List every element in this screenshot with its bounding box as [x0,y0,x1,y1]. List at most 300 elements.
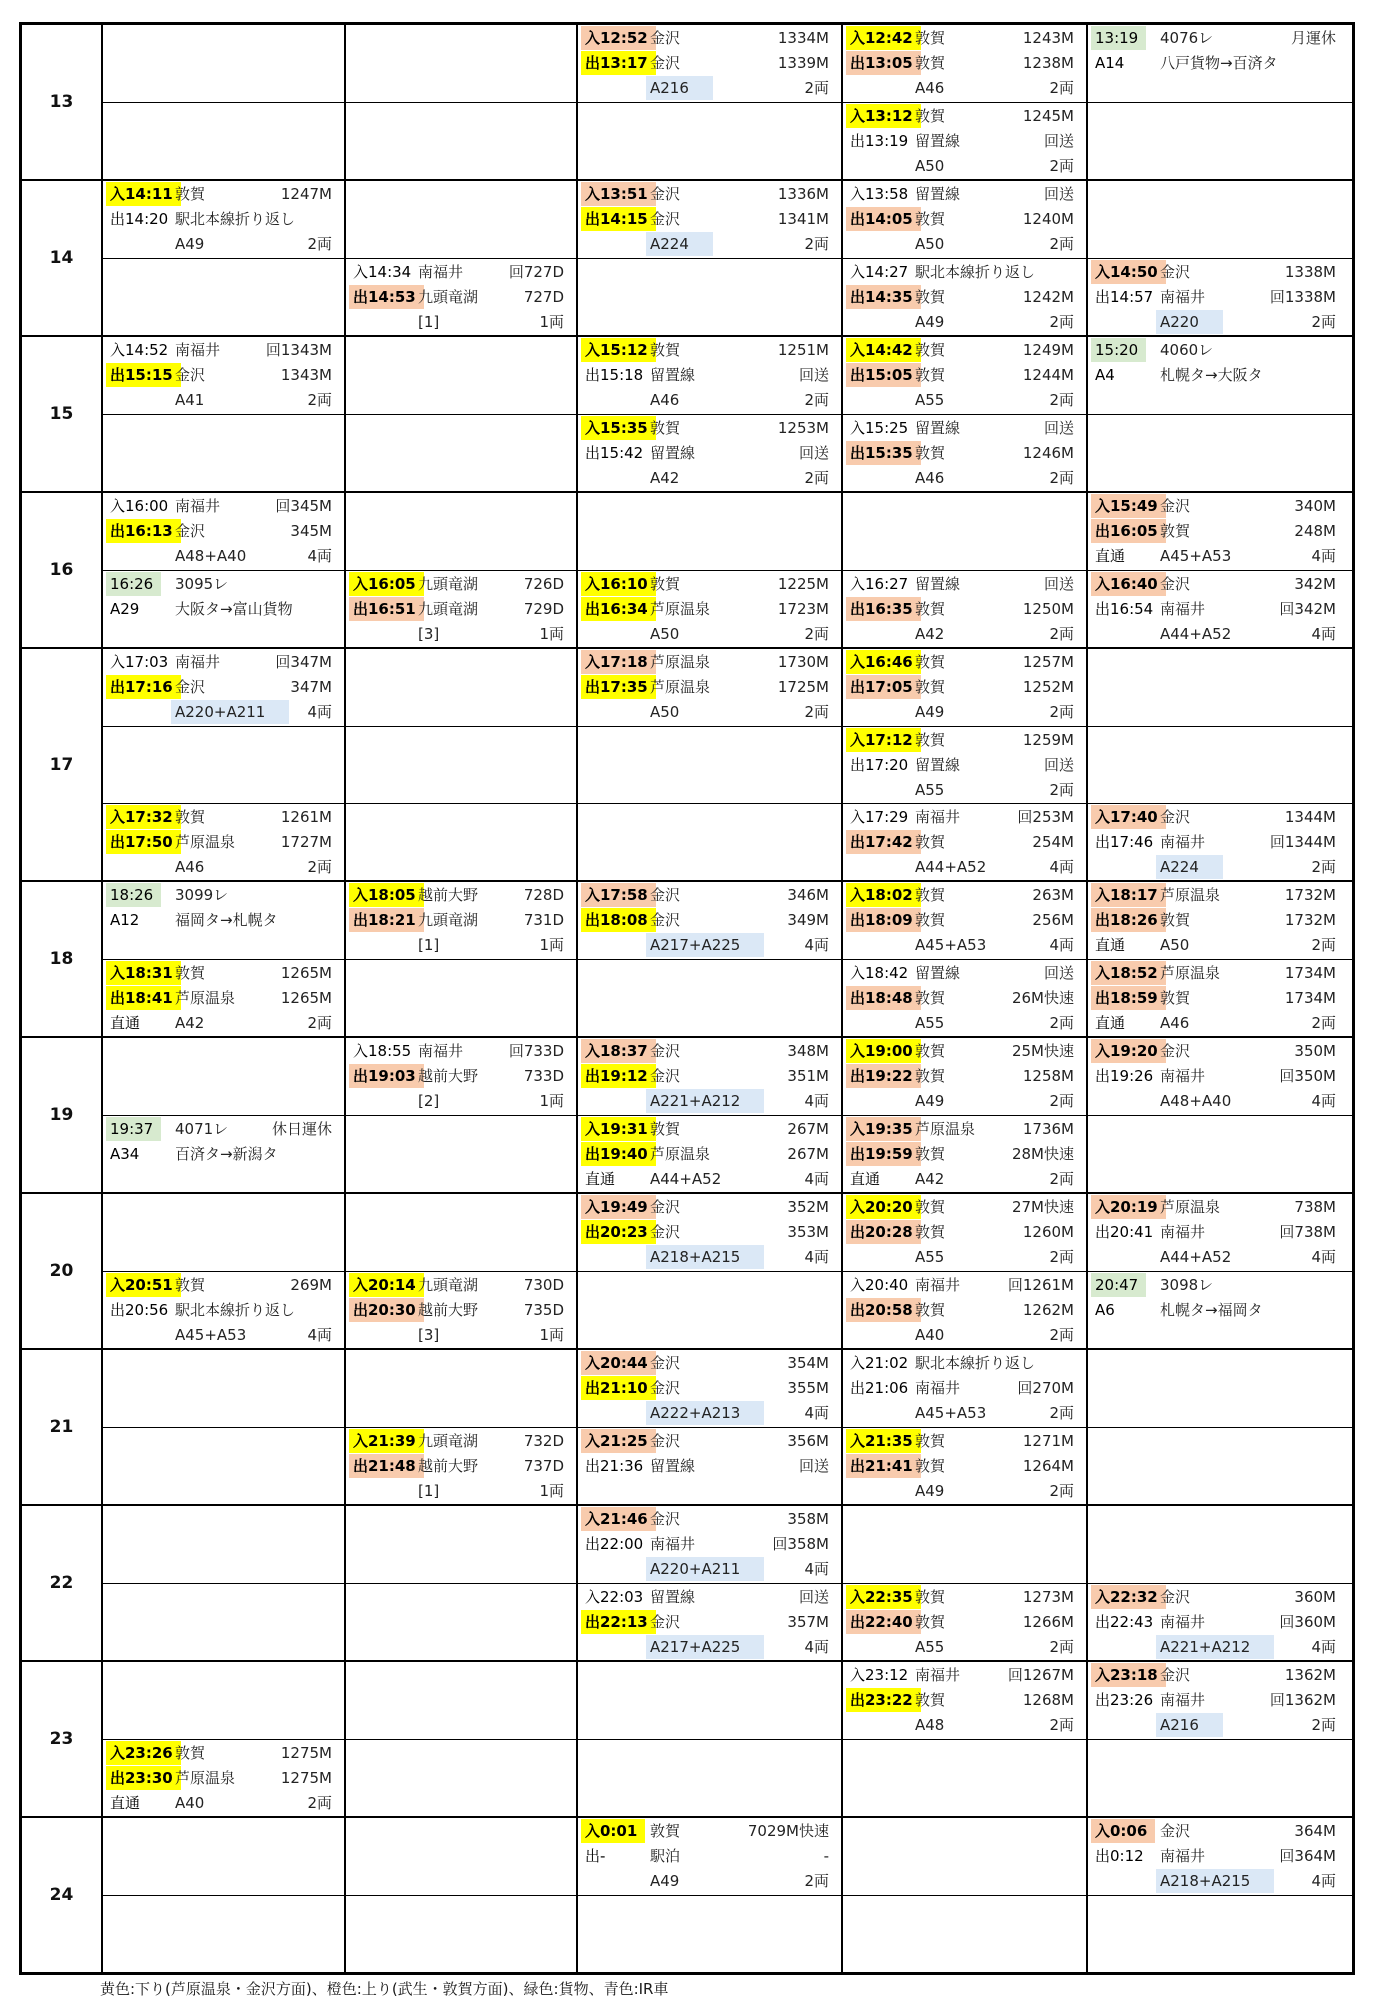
destination-text: 芦原温泉 [175,1769,236,1787]
entry-line [1088,310,1348,335]
freight-time-text: 13:19 [1091,26,1146,50]
entry-line [578,1532,841,1557]
schedule-cell-c1 [103,25,346,102]
entry-line [1088,260,1348,285]
destination-text: A217+A225 [646,933,764,957]
train-number-text: 254M [1032,833,1074,851]
movement-time-text: 入16:00 [110,497,169,515]
train-number-text: 360M [1294,1588,1336,1606]
destination-text: A44+A52 [1160,625,1232,643]
destination-text: A42 [175,1014,205,1032]
destination-text: 百済タ→新潟タ [175,1145,278,1163]
entry-line [103,597,344,622]
destination-text: A217+A225 [646,1635,764,1659]
schedule-cell-c1 [103,1272,346,1348]
entry-line [843,207,1086,232]
entry-line [843,51,1086,76]
destination-text: A44+A52 [650,1170,722,1188]
destination-text: A49 [915,1482,945,1500]
destination-text: A44+A52 [915,858,987,876]
movement-time-text: 出14:20 [110,210,169,228]
destination-text: 留置線 [650,444,696,462]
entry-line [578,416,841,441]
destination-text: A40 [915,1326,945,1344]
destination-text: 九頭竜湖 [418,1276,479,1294]
train-number-text: 364M [1294,1822,1336,1840]
hour-block-23 [22,1662,1352,1818]
timetable-subrow [103,102,1352,179]
train-number-text: 1225M [777,575,829,593]
entry-line [1088,51,1348,76]
hour-label: 22 [49,1573,74,1593]
schedule-cell-c5 [1088,1662,1348,1739]
entry-line [346,572,576,597]
schedule-cell-c3 [578,493,843,570]
hour-content [103,1038,1352,1192]
train-number-text: 738M [1294,1198,1336,1216]
movement-time-text: 入15:12 [581,338,656,362]
train-number-text: 2両 [1049,1638,1074,1656]
movement-time-text: 出23:22 [846,1688,921,1712]
destination-text: 南福井 [915,1276,961,1294]
movement-time-text: 入21:46 [581,1507,656,1531]
destination-text: 敦賀 [915,1613,946,1631]
timetable-subrow [103,337,1352,414]
entry-line [1088,622,1348,647]
movement-time-text: 出22:40 [846,1610,921,1634]
train-number-text: 1252M [1022,678,1074,696]
movement-time-text: A29 [110,600,140,618]
entry-line [578,1819,841,1844]
destination-text: [3] [418,1326,440,1344]
entry-line [843,675,1086,700]
schedule-cell-c1 [103,727,346,803]
schedule-cell-c5 [1088,337,1348,414]
train-number-text: 2両 [804,1872,829,1890]
destination-text: A50 [650,625,680,643]
train-number-text: 1725M [777,678,829,696]
entry-line [346,285,576,310]
train-number-text: 342M [1294,575,1336,593]
entry-line [843,883,1086,908]
entry-line [843,1376,1086,1401]
hour-block-17 [22,649,1352,882]
train-number-text: 4両 [804,1560,829,1578]
destination-text: [1] [418,936,440,954]
timetable-subrow [103,493,1352,570]
destination-text: 駅北本線折り返し [915,263,1036,281]
train-number-text: 4両 [1049,858,1074,876]
entry-line [578,650,841,675]
train-number-text: 2両 [1049,469,1074,487]
train-number-text: 2両 [1311,1014,1336,1032]
schedule-cell-c2 [346,804,578,880]
entry-line [103,207,344,232]
entry-line [346,1064,576,1089]
movement-time-text: 出21:41 [846,1454,921,1478]
train-number-text: 728D [523,886,564,904]
entry-line [103,1323,344,1348]
entry-line [843,753,1086,778]
destination-text: 越前大野 [418,886,479,904]
movement-time-text: 入16:46 [846,650,921,674]
train-number-text: 4両 [804,1638,829,1656]
train-number-text: 4両 [1311,1872,1336,1890]
train-number-text: 回送 [798,444,829,462]
timetable-subrow [103,726,1352,803]
destination-text: 芦原温泉 [650,1145,711,1163]
destination-text: 敦賀 [650,575,681,593]
train-number-text: 回送 [1043,419,1074,437]
movement-time-text: 入17:29 [850,808,909,826]
destination-text: 敦賀 [915,1691,946,1709]
destination-text: 札幌タ→福岡タ [1160,1301,1263,1319]
destination-text: [1] [418,313,440,331]
destination-text: A46 [1160,1014,1190,1032]
movement-time-text: 出14:15 [581,207,656,231]
hour-block-13 [22,25,1352,181]
destination-text: 九頭竜湖 [418,911,479,929]
entry-line [843,1688,1086,1713]
entry-line [578,1117,841,1142]
train-number-text: 回送 [1043,575,1074,593]
entry-line [1088,338,1348,363]
entry-line [1088,1273,1348,1298]
destination-text: 留置線 [915,419,961,437]
destination-text: 敦賀 [915,1223,946,1241]
entry-line [843,1610,1086,1635]
train-number-text: 4両 [307,1326,332,1344]
entry-line [578,675,841,700]
movement-time-text: 入14:42 [846,338,921,362]
entry-line [346,933,576,958]
movement-time-text: 出15:18 [585,366,644,384]
destination-text: 敦賀 [915,366,946,384]
destination-text: A220+A211 [171,700,289,724]
destination-text: 金沢 [650,1198,681,1216]
entry-line [1088,285,1348,310]
schedule-cell-c3 [578,1428,843,1504]
destination-text: 敦賀 [915,1067,946,1085]
destination-text: 敦賀 [915,1145,946,1163]
entry-line [103,572,344,597]
hour-label-cell [22,1662,103,1816]
train-number-text: 4両 [1049,936,1074,954]
movement-time-text: 出17:20 [850,756,909,774]
movement-time-text: 出15:05 [846,363,921,387]
destination-text: A50 [915,235,945,253]
destination-text: A46 [915,469,945,487]
train-number-text: 2両 [804,235,829,253]
train-number-text: 354M [787,1354,829,1372]
hour-content [103,337,1352,491]
destination-text: 駅北本線折り返し [175,1301,296,1319]
entry-line [103,1298,344,1323]
destination-text: A49 [915,1092,945,1110]
hour-label-cell [22,1818,103,1972]
train-number-text: 回1338M [1269,288,1336,306]
destination-text: A216 [646,76,713,100]
movement-time-text: 入22:35 [846,1585,921,1609]
destination-text: A50 [1160,936,1190,954]
schedule-cell-c1 [103,1038,346,1115]
train-number-text: 1247M [280,185,332,203]
entry-line [1088,572,1348,597]
schedule-cell-c1 [103,181,346,258]
hour-block-22 [22,1506,1352,1662]
movement-time-text: 入23:26 [106,1741,181,1765]
entry-line [346,1039,576,1064]
destination-text: 南福井 [418,1042,464,1060]
destination-text: 敦賀 [915,341,946,359]
movement-time-text: 直通 [110,1014,141,1032]
entry-line [843,933,1086,958]
train-number-text: 2両 [1049,1170,1074,1188]
destination-text: 金沢 [650,1432,681,1450]
schedule-cell-c4 [843,571,1088,647]
train-number-text: 回358M [772,1535,829,1553]
movement-time-text: 入15:35 [581,416,656,440]
destination-text: A46 [915,79,945,97]
movement-time-text: 入18:05 [349,883,424,907]
train-number-text: 356M [787,1432,829,1450]
entry-line [578,597,841,622]
movement-time-text: 直通 [585,1170,616,1188]
destination-text: A221+A212 [646,1089,764,1113]
train-number-text: 730D [523,1276,564,1294]
schedule-cell-c1 [103,1428,346,1504]
train-number-text: 729D [523,600,564,618]
schedule-cell-c3 [578,1584,843,1660]
schedule-cell-c5 [1088,804,1348,880]
destination-text: 金沢 [650,911,681,929]
train-number-text: 2両 [1049,1482,1074,1500]
hour-content [103,493,1352,647]
timetable-subrow [103,1115,1352,1192]
timetable-subrow [103,1427,1352,1504]
train-number-text: 回1343M [265,341,332,359]
entry-line [843,805,1086,830]
schedule-cell-c4 [843,960,1088,1036]
train-number-text: 1245M [1022,107,1074,125]
train-number-text: 1265M [280,989,332,1007]
schedule-cell-c2 [346,1038,578,1115]
entry-line [346,622,576,647]
movement-time-text: 入16:10 [581,572,656,596]
movement-time-text: 出21:10 [581,1376,656,1400]
movement-time-text: 直通 [110,1794,141,1812]
movement-time-text: 出- [585,1847,606,1865]
entry-line [578,700,841,725]
entry-line [843,260,1086,285]
schedule-cell-c5 [1088,25,1348,102]
movement-time-text: 出21:36 [585,1457,644,1475]
destination-text: 南福井 [915,1379,961,1397]
schedule-cell-c4 [843,1506,1088,1583]
entry-line [843,1429,1086,1454]
train-number-text: 1246M [1022,444,1074,462]
schedule-cell-c5 [1088,727,1348,803]
movement-time-text: 出16:05 [1091,519,1166,543]
schedule-cell-c3 [578,103,843,179]
movement-time-text: 入21:35 [846,1429,921,1453]
movement-time-text: 出19:59 [846,1142,921,1166]
destination-text: 芦原温泉 [175,833,236,851]
hour-block-18 [22,882,1352,1038]
destination-text: 大阪タ→富山貨物 [175,600,293,618]
hour-block-21 [22,1350,1352,1506]
destination-text: 南福井 [1160,1067,1206,1085]
destination-text: 金沢 [650,185,681,203]
movement-time-text: 入22:03 [585,1588,644,1606]
movement-time-text: 入19:31 [581,1117,656,1141]
movement-time-text: 出18:59 [1091,986,1166,1010]
entry-line [346,1429,576,1454]
movement-time-text: 出19:12 [581,1064,656,1088]
train-number-text: 1732M [1284,911,1336,929]
destination-text: 敦賀 [915,288,946,306]
destination-text: 南福井 [1160,1613,1206,1631]
schedule-cell-c2 [346,25,578,102]
schedule-cell-c5 [1088,1116,1348,1192]
entry-line [346,1454,576,1479]
hour-label: 18 [49,949,74,969]
destination-text: 敦賀 [915,1432,946,1450]
movement-time-text: 入12:52 [581,26,656,50]
movement-time-text: 入14:52 [110,341,169,359]
destination-text: 敦賀 [175,1276,206,1294]
destination-text: 南福井 [1160,600,1206,618]
entry-line [843,26,1086,51]
train-number-text: 2両 [804,391,829,409]
schedule-cell-c4 [843,1194,1088,1271]
destination-text: 芦原温泉 [650,600,711,618]
train-number-text: - [823,1847,829,1865]
destination-text: A222+A213 [646,1401,764,1425]
entry-line [103,1117,344,1142]
destination-text: 4071レ [175,1120,229,1138]
entry-line [843,1039,1086,1064]
schedule-cell-c2 [346,1584,578,1660]
timetable-subrow [103,1271,1352,1348]
entry-line [578,933,841,958]
train-number-text: 1736M [1022,1120,1074,1138]
destination-text: 留置線 [650,366,696,384]
train-number-text: 4両 [804,1092,829,1110]
destination-text: A55 [915,781,945,799]
train-number-text: 2両 [1049,703,1074,721]
destination-text: 芦原温泉 [915,1120,976,1138]
movement-time-text: 出22:00 [585,1535,644,1553]
destination-text: 南福井 [418,263,464,281]
destination-text: A44+A52 [1160,1248,1232,1266]
destination-text: 南福井 [650,1535,696,1553]
train-number-text: 267M [787,1145,829,1163]
schedule-cell-c1 [103,1584,346,1660]
schedule-cell-c4 [843,1116,1088,1192]
schedule-cell-c1 [103,415,346,491]
timetable-subrow [103,959,1352,1036]
schedule-cell-c1 [103,1506,346,1583]
timetable-subrow [103,1506,1352,1583]
train-number-text: 回送 [1043,185,1074,203]
entry-line [1088,26,1348,51]
entry-line [843,1117,1086,1142]
destination-text: 留置線 [915,575,961,593]
schedule-cell-c5 [1088,571,1348,647]
train-number-text: 2両 [1049,157,1074,175]
movement-time-text: 出15:42 [585,444,644,462]
destination-text: A45+A53 [175,1326,247,1344]
entry-line [578,572,841,597]
train-number-text: 回347M [275,653,332,671]
destination-text: 南福井 [1160,833,1206,851]
hour-content [103,882,1352,1036]
movement-time-text: 直通 [850,1170,881,1188]
schedule-cell-c4 [843,1428,1088,1504]
destination-text: 駅泊 [650,1847,681,1865]
movement-time-text: 出18:26 [1091,908,1166,932]
schedule-cell-c3 [578,649,843,726]
train-number-text: 1242M [1022,288,1074,306]
entry-line [578,1429,841,1454]
train-number-text: 回1261M [1007,1276,1074,1294]
timetable-subrow [103,181,1352,258]
movement-time-text: 出18:21 [349,908,424,932]
destination-text: 金沢 [650,1067,681,1085]
schedule-cell-c2 [346,103,578,179]
train-number-text: 4両 [804,1248,829,1266]
train-number-text: 347M [290,678,332,696]
train-number-text: 256M [1032,911,1074,929]
entry-line [346,1273,576,1298]
schedule-cell-c4 [843,337,1088,414]
movement-time-text: 出0:12 [1095,1847,1144,1865]
entry-line [578,363,841,388]
train-number-text: 1259M [1022,731,1074,749]
movement-time-text: 出23:30 [106,1766,181,1790]
entry-line [843,441,1086,466]
movement-time-text: 出16:51 [349,597,424,621]
schedule-cell-c3 [578,1038,843,1115]
train-number-text: 1275M [280,1769,332,1787]
destination-text: [3] [418,625,440,643]
timetable-subrow [103,1194,1352,1271]
destination-text: 敦賀 [915,833,946,851]
train-number-text: 1両 [539,1326,564,1344]
entry-line [843,129,1086,154]
schedule-cell-c5 [1088,103,1348,179]
movement-time-text: 出15:15 [106,363,181,387]
movement-time-text: 入23:12 [850,1666,909,1684]
schedule-cell-c5 [1088,493,1348,570]
schedule-cell-c2 [346,1428,578,1504]
entry-line [103,883,344,908]
schedule-cell-c2 [346,960,578,1036]
destination-text: A40 [175,1794,205,1812]
schedule-cell-c4 [843,1662,1088,1739]
timetable-subrow [103,803,1352,880]
timetable-subrow [103,1895,1352,1972]
entry-line [843,1401,1086,1426]
schedule-cell-c3 [578,1350,843,1427]
train-number-text: 1262M [1022,1301,1074,1319]
train-number-text: 1244M [1022,366,1074,384]
entry-line [1088,855,1348,880]
train-number-text: 269M [290,1276,332,1294]
entry-line [1088,986,1348,1011]
movement-time-text: 入12:42 [846,26,921,50]
